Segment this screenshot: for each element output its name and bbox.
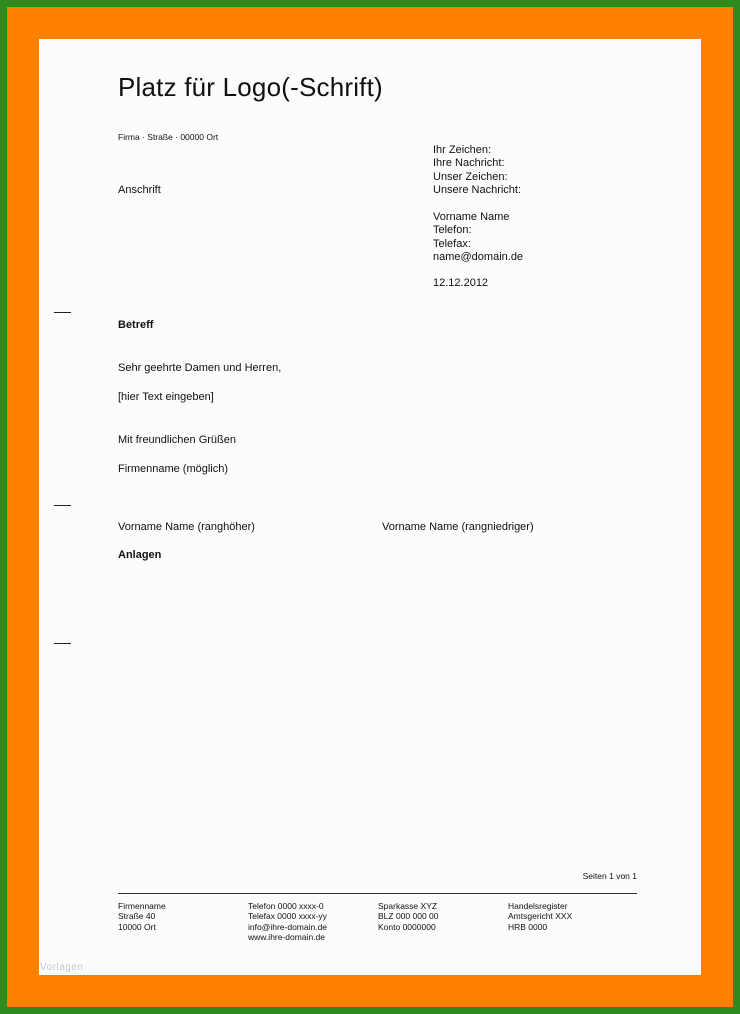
footer-rule [118, 893, 637, 894]
signatory-right: Vorname Name (rangniedriger) [382, 521, 534, 533]
fold-mark-top [54, 312, 71, 313]
footer-website: www.ihre-domain.de [248, 932, 326, 943]
letter-date: 12.12.2012 [433, 277, 489, 289]
ref-our-sign: Unser Zeichen: [433, 170, 508, 183]
address-label: Anschrift [118, 184, 161, 196]
ref-your-message: Ihre Nachricht: [433, 157, 505, 170]
footer-fax: Telefax 0000 xxxx-yy [248, 911, 327, 922]
contact-block [433, 211, 523, 265]
footer-register [508, 901, 572, 932]
footer-email: info@ihre-domain.de [248, 921, 328, 932]
reference-block [433, 144, 521, 198]
footer-city: 10000 Ort [118, 921, 156, 932]
contact-phone: Telefon: [433, 224, 472, 237]
footer-bank [378, 901, 439, 932]
signatory-left: Vorname Name (ranghöher) [118, 521, 255, 533]
contact-email: name@domain.de [433, 251, 524, 264]
subject: Betreff [118, 319, 154, 331]
salutation: Sehr geehrte Damen und Herren, [118, 362, 282, 374]
footer-contact [248, 901, 327, 943]
footer-hrb: HRB 0000 [508, 921, 548, 932]
footer-register-label: Handelsregister [508, 901, 568, 911]
body-placeholder: [hier Text eingeben] [118, 391, 214, 403]
company-signature: Firmenname (möglich) [118, 463, 229, 475]
sender-line: Firma · Straße · 00000 Ort [118, 132, 219, 142]
closing: Mit freundlichen Grüßen [118, 434, 236, 446]
ref-your-sign: Ihr Zeichen: [433, 144, 492, 156]
logo-placeholder: Platz für Logo(-Schrift) [118, 72, 383, 102]
ref-our-message: Unsere Nachricht: [433, 184, 522, 197]
footer-blz: BLZ 000 000 00 [378, 911, 439, 922]
punch-mark [54, 643, 71, 644]
letter-page [39, 39, 701, 975]
footer-account: Konto 0000000 [378, 921, 436, 932]
footer-company-name: Firmenname [118, 901, 166, 911]
footer-company [118, 901, 166, 932]
fold-mark-middle [54, 505, 71, 506]
footer-phone: Telefon 0000 xxxx-0 [248, 901, 324, 911]
attachments-label: Anlagen [118, 549, 162, 561]
footer-court: Amtsgericht XXX [508, 911, 573, 922]
watermark: Vorlagen [40, 962, 84, 973]
footer-bank-name: Sparkasse XYZ [378, 901, 438, 911]
footer-street: Straße 40 [118, 911, 156, 922]
page-counter: Seiten 1 von 1 [582, 871, 637, 881]
contact-name: Vorname Name [433, 211, 510, 223]
contact-fax: Telefax: [433, 237, 471, 250]
